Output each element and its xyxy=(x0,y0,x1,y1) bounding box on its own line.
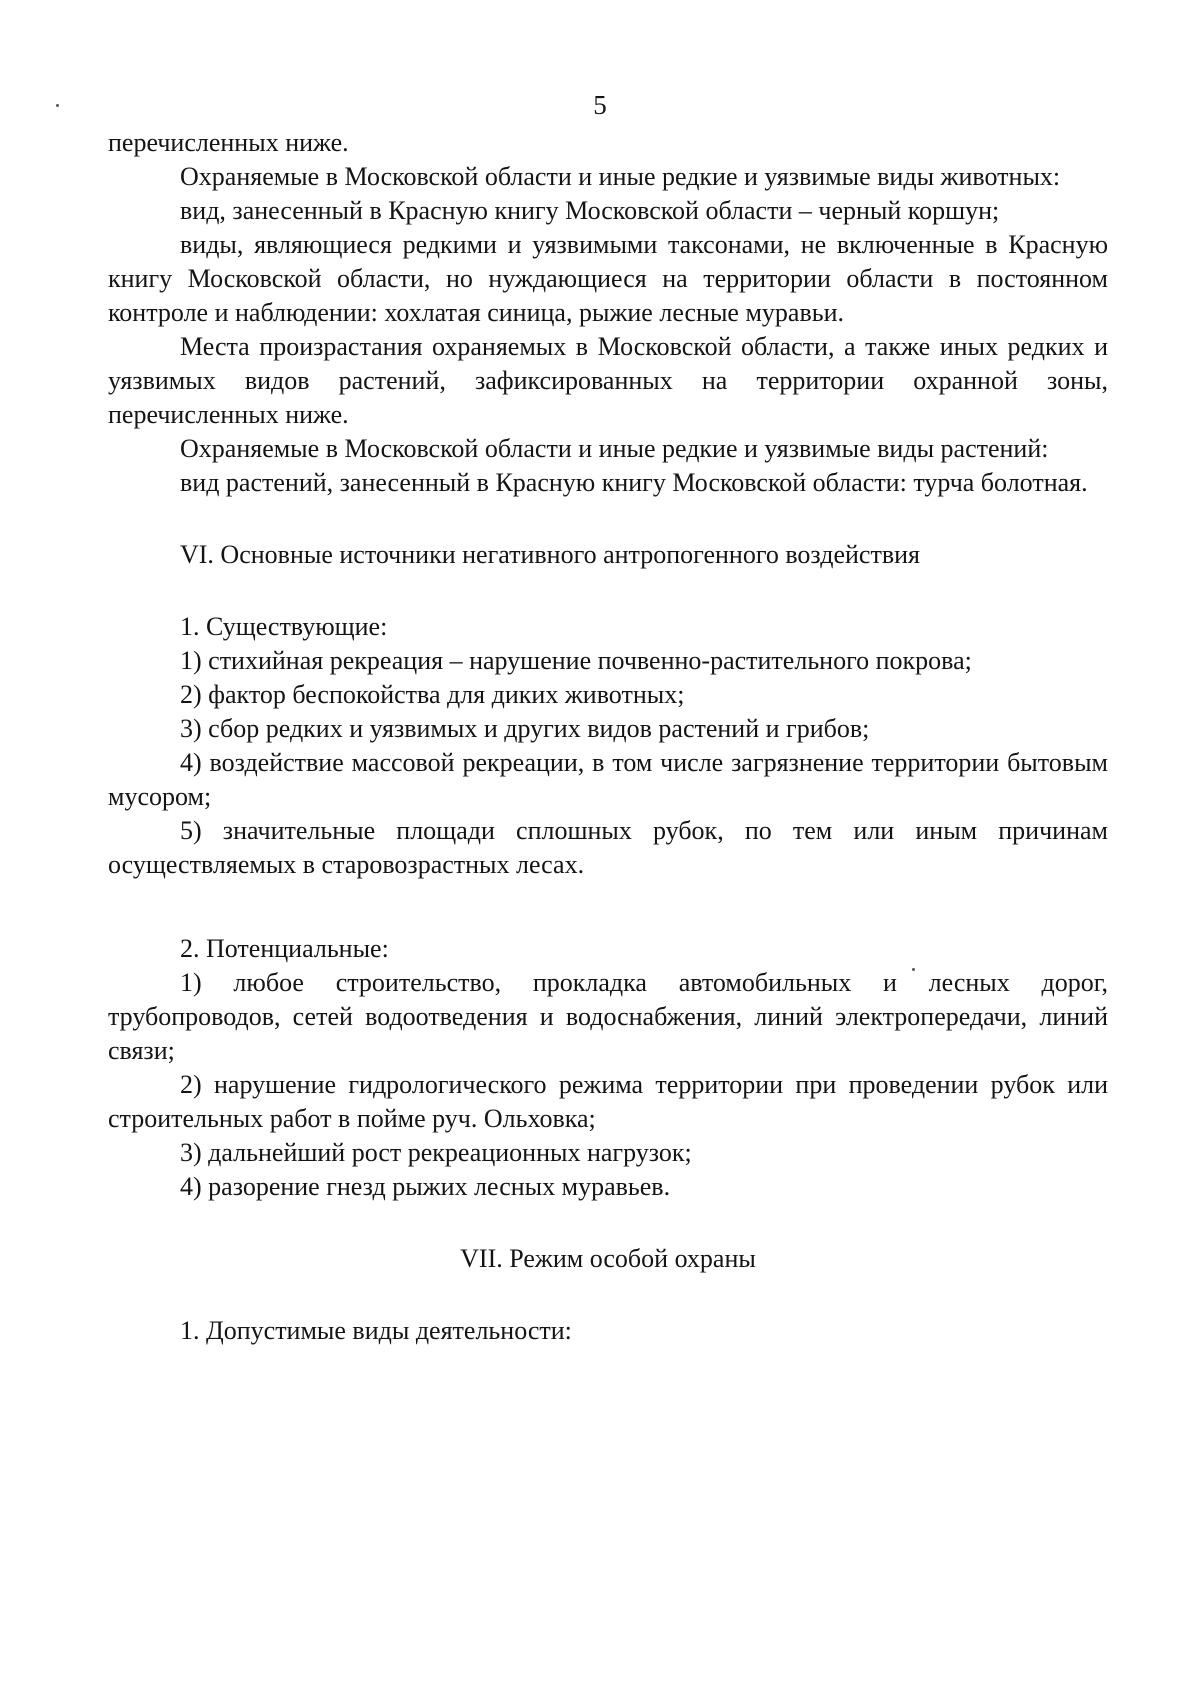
subsection-title: 1. Допустимые виды деятельности: xyxy=(180,1316,572,1345)
page-number: 5 xyxy=(593,90,607,120)
spacer xyxy=(108,500,1108,538)
spacer xyxy=(108,572,1108,610)
list-item: 1) любое строительство, прокладка автомобильных и лесных дорог, трубопроводов, сетей водоотведения и водоснабжения, линий электропередачи, линий связи; xyxy=(108,968,1108,1065)
subsection-title: 2. Потенциальные: xyxy=(180,934,389,963)
list-item: 4) разорение гнезд рыжих лесных муравьев. xyxy=(180,1172,671,1201)
subsection-title: 1. Существующие: xyxy=(180,612,388,641)
spacer xyxy=(108,1204,1108,1242)
document-body xyxy=(108,126,1108,1348)
section-heading: VI. Основные источники негативного антропогенного воздействия xyxy=(180,540,920,569)
list-item: 3) сбор редких и уязвимых и других видов растений и грибов; xyxy=(180,714,870,743)
paragraph: Охраняемые в Московской области и иные редкие и уязвимые виды животных: xyxy=(180,162,1061,191)
spacer xyxy=(108,882,1108,932)
list-item: 5) значительные площади сплошных рубок, по тем или иным причинам осуществляемых в старовозрастных лесах. xyxy=(108,816,1108,879)
section-heading: VII. Режим особой охраны xyxy=(460,1244,756,1273)
paragraph: Охраняемые в Московской области и иные редкие и уязвимые виды растений: xyxy=(180,434,1049,463)
paragraph: вид растений, занесенный в Красную книгу Московской области: турча болотная. xyxy=(180,468,1088,497)
list-item: 1) стихийная рекреация – нарушение почвенно-растительного покрова; xyxy=(180,646,972,675)
list-item: 2) нарушение гидрологического режима территории при проведении рубок или строительных работ в пойме руч. Ольховка; xyxy=(108,1070,1108,1133)
list-item: 3) дальнейший рост рекреационных нагрузок; xyxy=(180,1138,692,1167)
list-item: 4) воздействие массовой рекреации, в том числе загрязнение территории бытовым мусором; xyxy=(108,748,1108,811)
list-item: 2) фактор беспокойства для диких животных; xyxy=(180,680,685,709)
paragraph: виды, являющиеся редкими и уязвимыми таксонами, не включенные в Красную книгу Московской области, но нуждающиеся на территории области в постоянном контроле и наблюдении: хохлатая синица, рыжие лесные муравьи. xyxy=(108,230,1108,327)
paragraph: вид, занесенный в Красную книгу Московской области – черный коршун; xyxy=(180,196,1000,225)
paragraph: перечисленных ниже. xyxy=(108,128,349,157)
paragraph: Места произрастания охраняемых в Московской области, а также иных редких и уязвимых видов растений, зафиксированных на территории охранной зоны, перечисленных ниже. xyxy=(108,332,1108,429)
spacer xyxy=(108,1276,1108,1314)
